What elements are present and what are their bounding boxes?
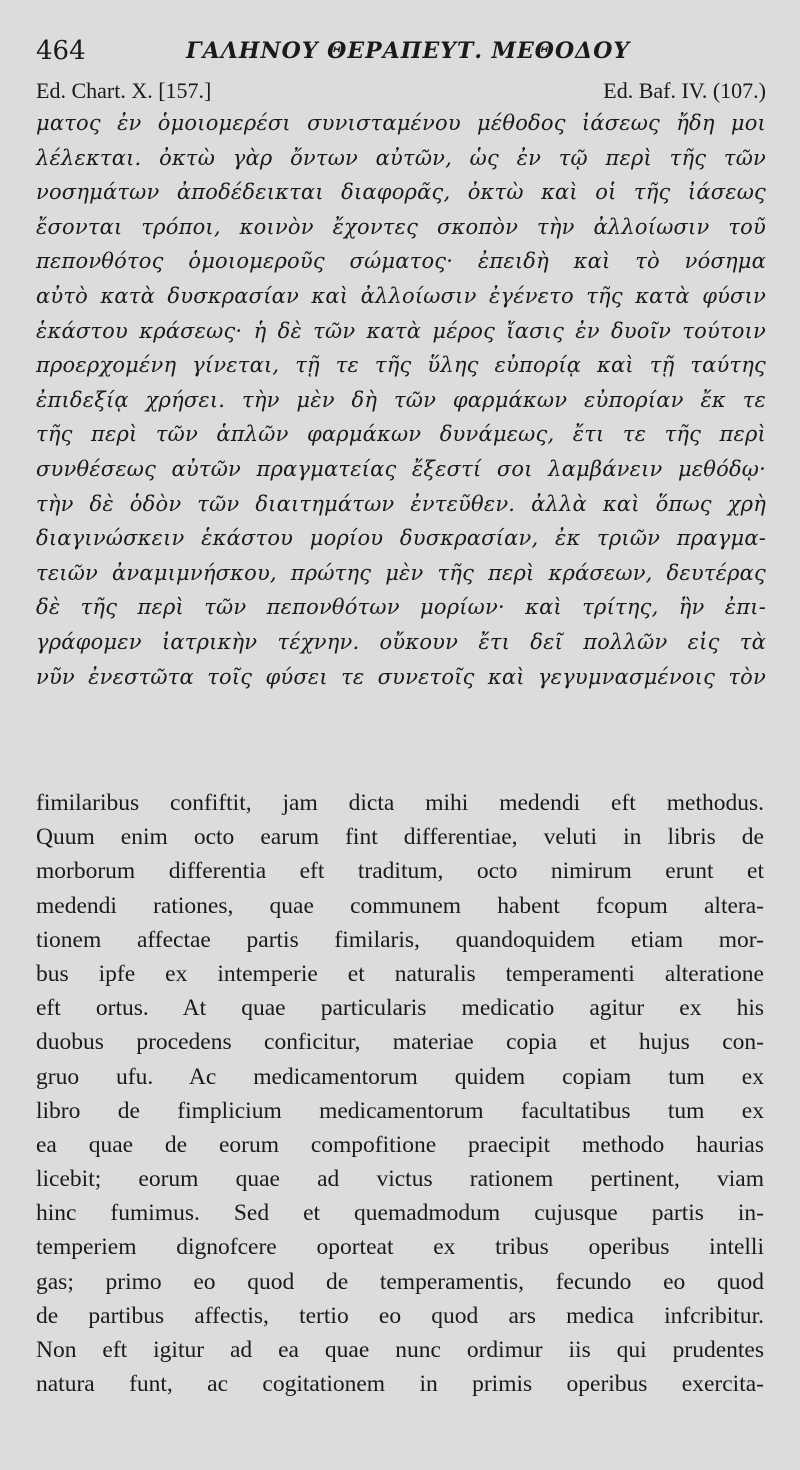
edition-reference-chartier: Ed. Chart. X. [157.] bbox=[36, 78, 212, 103]
latin-line: morborum differentia eft traditum, octo nimirum erunt et bbox=[36, 858, 764, 885]
latin-line: temperiem dignofcere oporteat ex tribus operibus intelli bbox=[36, 1234, 764, 1261]
latin-line: gruo ufu. Ac medicamentorum quidem copiam tum ex bbox=[36, 1063, 764, 1090]
latin-line: licebit; eorum quae ad victus rationem pertinent, viam bbox=[36, 1166, 764, 1193]
latin-line: ea quae de eorum compofitione praecipit methodo haurias bbox=[36, 1131, 764, 1158]
greek-line: δὲ τῆς περὶ τῶν πεπονθότων μορίων· καὶ τρίτης, ἣν ἐπι- bbox=[36, 595, 766, 620]
latin-line: natura funt, ac cogitationem in primis operibus exercita- bbox=[36, 1371, 764, 1398]
greek-line: ματος ἐν ὁμοιομερέσι συνισταμένου μέθοδος ἰάσεως ἤδη μοι bbox=[36, 111, 766, 135]
latin-line: medendi rationes, quae communem habent fcopum altera- bbox=[36, 892, 764, 919]
latin-line: duobus procedens conficitur, materiae copia et hujus con- bbox=[36, 1029, 764, 1056]
latin-line: eft ortus. At quae particularis medicatio agitur ex his bbox=[36, 995, 764, 1022]
latin-line: gas; primo eo quod de temperamentis, fecundo eo quod bbox=[36, 1268, 764, 1295]
edition-reference-basel: Ed. Baf. IV. (107.) bbox=[603, 78, 766, 103]
greek-line: νῦν ἐνεστῶτα τοῖς φύσει τε συνετοῖς καὶ γεγυμνασμένοις τὸν bbox=[36, 664, 766, 689]
greek-text-block bbox=[36, 106, 766, 694]
greek-line: αὐτὸ κατὰ δυσκρασίαν καὶ ἀλλοίωσιν ἐγένετο τῆς κατὰ φύσιν bbox=[36, 283, 766, 308]
latin-line: bus ipfe ex intemperie et naturalis temperamenti alteratione bbox=[36, 960, 764, 987]
latin-text-block bbox=[36, 786, 764, 1401]
greek-line: ἑκάστου κράσεως· ἡ δὲ τῶν κατὰ μέρος ἴασις ἐν δυοῖν τούτοιν bbox=[36, 318, 766, 343]
latin-line: hinc fumimus. Sed et quemadmodum cujusque partis in- bbox=[36, 1200, 764, 1227]
greek-line: τειῶν ἀναμιμνήσκου, πρώτης μὲν τῆς περὶ κράσεων, δευτέρας bbox=[36, 560, 766, 585]
latin-line: fimilaribus confiftit, jam dicta mihi medendi eft methodus. bbox=[36, 790, 764, 816]
greek-line: πεπονθότος ὁμοιομεροῦς σώματος· ἐπειδὴ καὶ τὸ νόσημα bbox=[36, 249, 766, 274]
edition-references bbox=[36, 78, 766, 108]
running-title: ΓΑΛΗΝΟΥ ΘΕΡΑΠΕΥΤ. ΜΕΘΟΔΟΥ bbox=[186, 38, 631, 64]
page-number: 464 bbox=[36, 36, 86, 66]
greek-line: λέλεκται. ὀκτὼ γὰρ ὄντων αὐτῶν, ὡς ἐν τῷ περὶ τῆς τῶν bbox=[36, 145, 766, 170]
latin-line: Quum enim octo earum fint differentiae, veluti in libris de bbox=[36, 824, 764, 851]
latin-line: libro de fimplicium medicamentorum facultatibus tum ex bbox=[36, 1097, 764, 1124]
page-header bbox=[36, 30, 766, 70]
greek-line: ἐπιδεξίᾳ χρήσει. τὴν μὲν δὴ τῶν φαρμάκων εὐπορίαν ἔκ τε bbox=[36, 387, 766, 412]
greek-line: τῆς περὶ τῶν ἁπλῶν φαρμάκων δυνάμεως, ἔτι τε τῆς περὶ bbox=[36, 422, 766, 447]
greek-line: ἔσονται τρόποι, κοινὸν ἔχοντες σκοπὸν τὴν ἀλλοίωσιν τοῦ bbox=[36, 214, 766, 239]
latin-line: Non eft igitur ad ea quae nunc ordimur iis qui prudentes bbox=[36, 1337, 764, 1363]
greek-line: διαγινώσκειν ἑκάστου μορίου δυσκρασίαν, ἐκ τριῶν πραγμα- bbox=[36, 526, 766, 551]
greek-line: νοσημάτων ἀποδέδεικται διαφορᾶς, ὀκτὼ καὶ οἱ τῆς ἰάσεως bbox=[36, 180, 766, 205]
greek-line: τὴν δὲ ὁδὸν τῶν διαιτημάτων ἐντεῦθεν. ἀλλὰ καὶ ὅπως χρὴ bbox=[36, 491, 766, 516]
latin-line: de partibus affectis, tertio eo quod ars medica infcribitur. bbox=[36, 1302, 764, 1329]
latin-line: tionem affectae partis fimilaris, quandoquidem etiam mor- bbox=[36, 926, 764, 953]
greek-line: συνθέσεως αὐτῶν πραγματείας ἔξεστί σοι λαμβάνειν μεθόδῳ· bbox=[36, 456, 766, 481]
greek-line: προερχομένη γίνεται, τῇ τε τῆς ὕλης εὐπορίᾳ καὶ τῇ ταύτης bbox=[36, 353, 766, 378]
greek-line: γράφομεν ἰατρικὴν τέχνην. οὔκουν ἔτι δεῖ πολλῶν εἰς τὰ bbox=[36, 629, 766, 654]
